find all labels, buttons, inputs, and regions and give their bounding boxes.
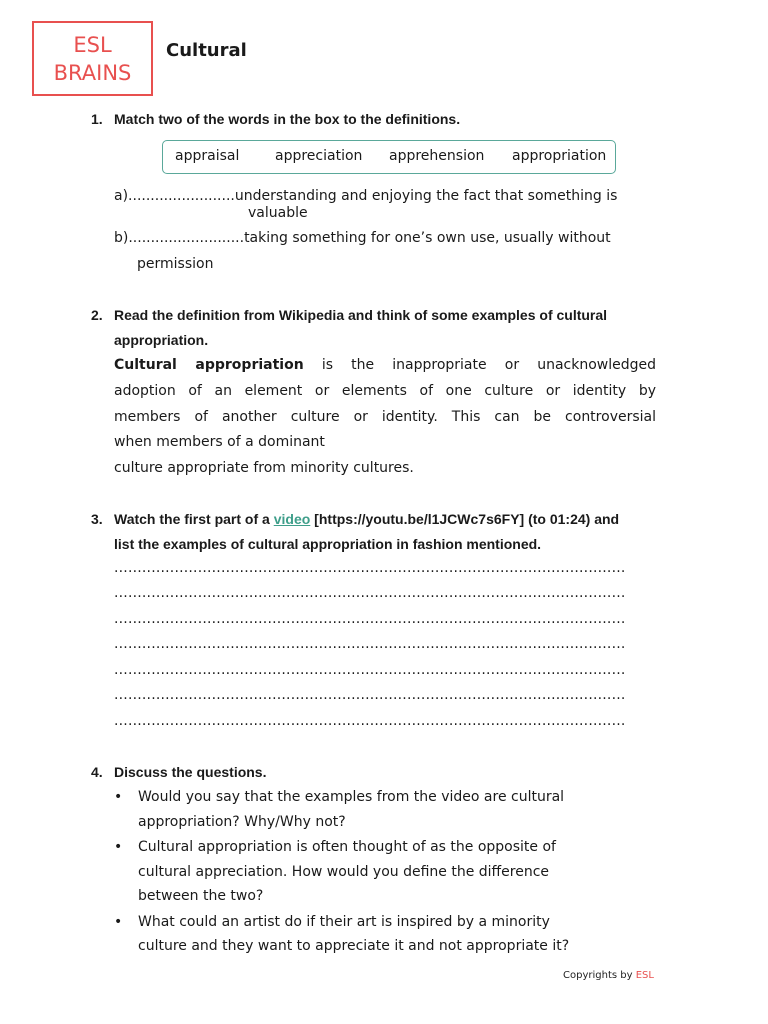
question-3-prompt-cont: list the examples of cultural appropriation in fashion mentioned. xyxy=(114,536,542,552)
copyright-text: Copyrights by xyxy=(563,970,636,981)
discussion-question-cont: culture and they want to appreciate it and not appropriate it? xyxy=(138,938,570,954)
word-box-item: apprehension xyxy=(389,148,485,164)
bullet-icon: • xyxy=(114,789,123,805)
wikipedia-definition xyxy=(114,353,656,482)
definition-line: adoption of an element or elements of one culture or identity by xyxy=(114,382,656,399)
question-1-prompt xyxy=(91,111,460,127)
copyright-footer xyxy=(563,970,654,981)
answer-line[interactable]: .............................................................................................................. xyxy=(114,585,626,601)
definition-line: culture appropriate from minority cultures. xyxy=(114,460,414,477)
question-text: Read the definition from Wikipedia and think of some examples of cultural xyxy=(114,307,608,323)
video-link[interactable]: video xyxy=(273,511,311,527)
discussion-question-cont: between the two? xyxy=(138,888,264,904)
question-number: 3. xyxy=(91,511,103,527)
answer-line[interactable]: .............................................................................................................. xyxy=(114,611,626,627)
question-number: 2. xyxy=(91,307,103,323)
definition-line: when members of a dominant xyxy=(114,434,325,451)
page-title: Cultural xyxy=(166,40,247,61)
definition-a-blank[interactable]: a)........................ xyxy=(114,188,235,204)
discussion-question-cont: appropriation? Why/Why not? xyxy=(138,814,346,830)
definition-line: Cultural appropriation is the inappropriate or unacknowledged xyxy=(114,357,657,373)
answer-line[interactable]: .............................................................................................................. xyxy=(114,636,626,652)
question-number: 1. xyxy=(91,111,103,127)
definition-b xyxy=(114,230,611,246)
word-box-item: appreciation xyxy=(275,148,363,164)
definition-a-text: understanding and enjoying the fact that something is xyxy=(234,188,618,204)
definition-line: members of another culture or identity. This can be controversial xyxy=(114,408,656,425)
discussion-question: Cultural appropriation is often thought of as the opposite of xyxy=(138,839,556,855)
definition-b-text-cont: permission xyxy=(137,256,214,272)
question-2-prompt-cont: appropriation. xyxy=(114,332,209,348)
logo-line-2: BRAINS xyxy=(53,60,132,85)
question-4-prompt xyxy=(91,764,266,780)
defined-term: Cultural appropriation xyxy=(114,357,304,373)
answer-line[interactable]: .............................................................................................................. xyxy=(114,687,626,703)
esl-brains-logo xyxy=(32,21,153,96)
discussion-question: Would you say that the examples from the video are cultural xyxy=(138,789,565,805)
definition-a xyxy=(114,188,617,204)
word-box-item: appraisal xyxy=(175,148,240,164)
discussion-question-cont: cultural appreciation. How would you define the difference xyxy=(138,864,550,880)
question-text: Match two of the words in the box to the definitions. xyxy=(114,111,461,127)
question-text: Discuss the questions. xyxy=(114,764,267,780)
definition-b-blank[interactable]: b).......................... xyxy=(114,230,245,246)
question-number: 4. xyxy=(91,764,103,780)
definition-b-text: taking something for one’s own use, usually without xyxy=(244,230,611,246)
question-3-prompt: 3. Watch the first part of a video [https://youtu.be/l1JCWc7s6FY] (to 01:24) and xyxy=(91,511,620,527)
word-box xyxy=(162,140,616,174)
answer-line[interactable]: .............................................................................................................. xyxy=(114,662,626,678)
word-box-item: appropriation xyxy=(512,148,607,164)
question-2-prompt xyxy=(91,307,607,323)
logo-line-1: ESL xyxy=(73,32,112,57)
bullet-icon: • xyxy=(114,839,123,855)
copyright-brand: ESL xyxy=(635,970,654,981)
bullet-icon: • xyxy=(114,914,123,930)
definition-a-text-cont: valuable xyxy=(248,205,308,221)
answer-line[interactable]: .............................................................................................................. xyxy=(114,713,626,729)
answer-line[interactable]: .............................................................................................................. xyxy=(114,560,626,576)
discussion-question: What could an artist do if their art is inspired by a minority xyxy=(138,914,550,930)
